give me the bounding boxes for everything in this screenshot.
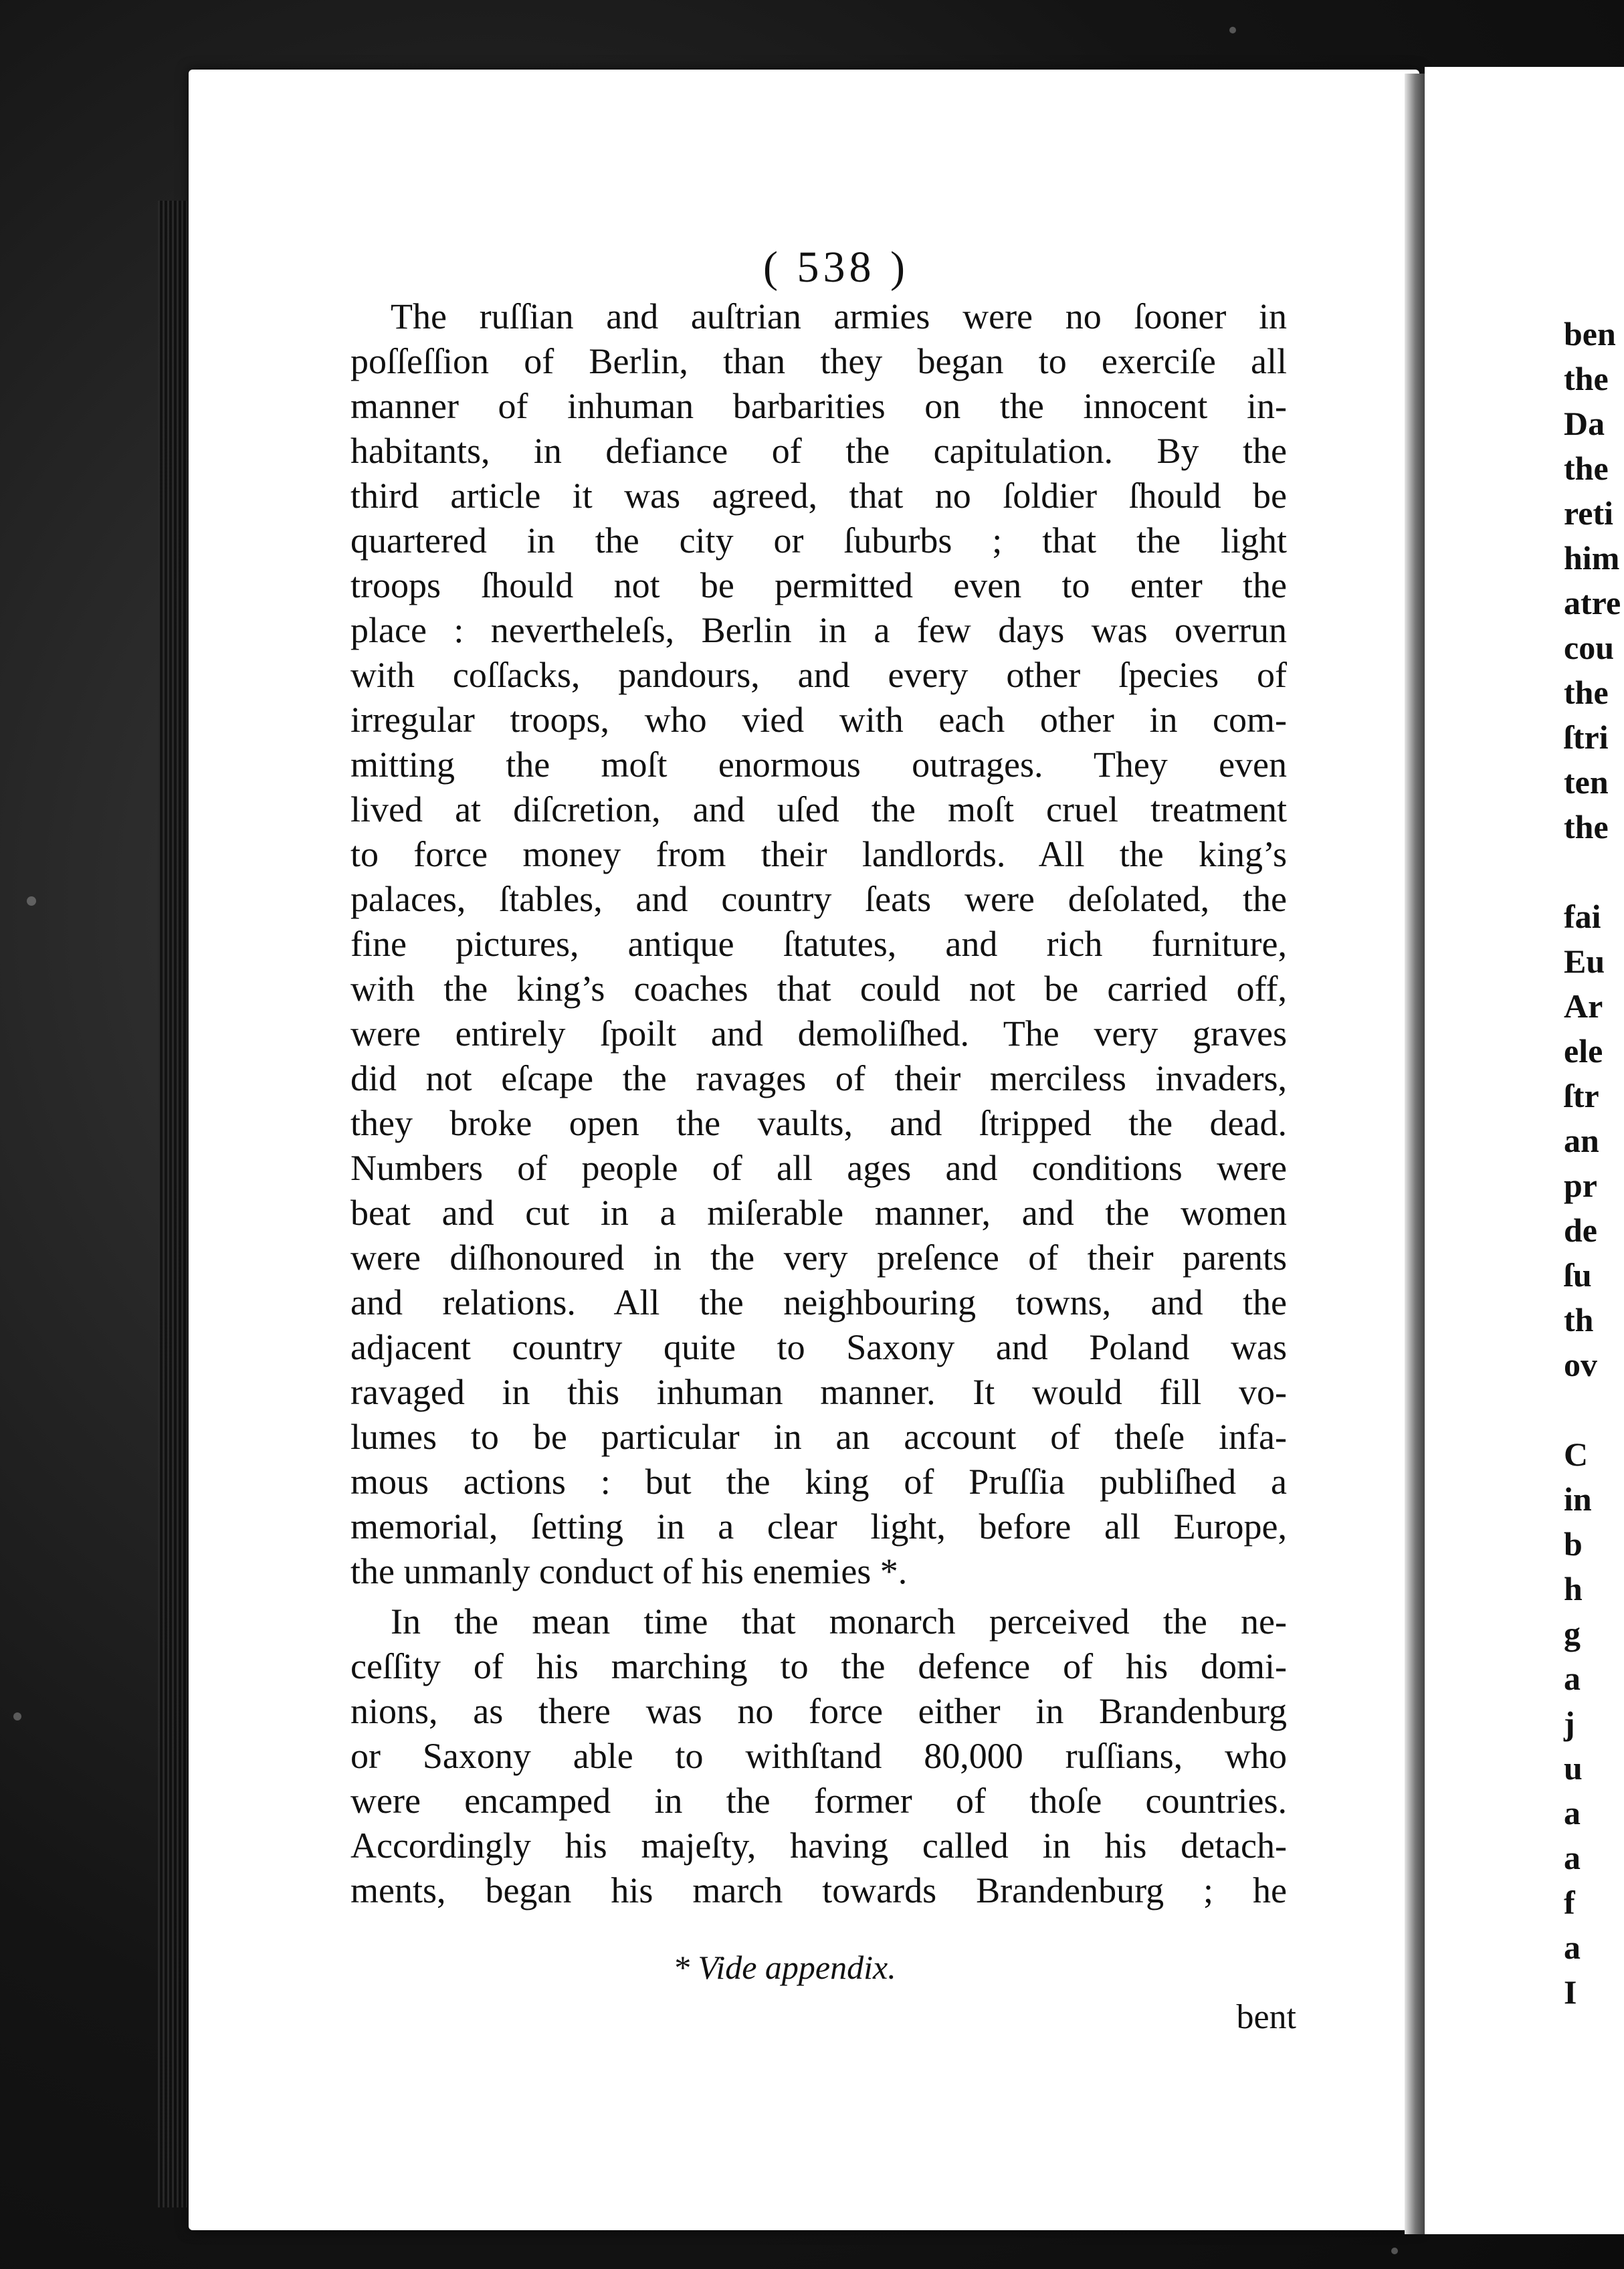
text-line: did not eſcape the ravages of their merciless invaders,	[350, 1058, 1287, 1098]
facing-line-fragment: ſtri	[1564, 718, 1609, 756]
text-line: manner of inhuman barbarities on the innocent in-	[350, 386, 1287, 426]
text-line: adjacent country quite to Saxony and Poland was	[350, 1327, 1287, 1367]
facing-line-fragment	[1564, 1387, 1624, 1432]
facing-line-fragment: ele	[1564, 1032, 1603, 1070]
facing-line-fragment: de	[1564, 1211, 1597, 1249]
text-line: habitants, in defiance of the capitulation. By the	[350, 431, 1287, 471]
page-number-header: ( 538 )	[763, 243, 909, 292]
facing-line-fragment: reti	[1564, 494, 1614, 532]
dust-speck	[1391, 2248, 1398, 2254]
facing-line-fragment: cou	[1564, 629, 1614, 666]
text-line: to force money from their landlords. All the king’s	[350, 834, 1287, 874]
text-line: Accordingly his majeſty, having called in his detach-	[350, 1826, 1287, 1866]
facing-line-fragment: ſtr	[1564, 1077, 1599, 1114]
text-line: troops ſhould not be permitted even to enter the	[350, 565, 1287, 605]
facing-line-fragment: Eu	[1564, 943, 1605, 980]
facing-line-fragment: fai	[1564, 898, 1601, 935]
facing-line-fragment: pr	[1564, 1167, 1597, 1204]
text-line: were entirely ſpoilt and demoliſhed. The very graves	[350, 1013, 1287, 1054]
text-line: lived at diſcretion, and uſed the moſt cruel treatment	[350, 789, 1287, 829]
facing-line-fragment: atre	[1564, 584, 1621, 621]
text-line: palaces, ſtables, and country ſeats were deſolated, the	[350, 879, 1287, 919]
facing-line-fragment: Ar	[1564, 987, 1603, 1025]
text-line: lumes to be particular in an account of theſe infa-	[350, 1417, 1287, 1457]
text-line: with coſſacks, pandours, and every other ſpecies of	[350, 655, 1287, 695]
facing-line-fragment: the	[1564, 674, 1609, 711]
facing-line-fragment: Da	[1564, 405, 1605, 442]
text-line: quartered in the city or ſuburbs ; that the light	[350, 520, 1287, 561]
dust-speck	[27, 896, 36, 906]
dust-speck	[13, 1712, 21, 1720]
facing-line-fragment: h	[1564, 1570, 1583, 1607]
facing-line-fragment: a	[1564, 1660, 1581, 1697]
facing-line-fragment	[1564, 850, 1624, 894]
catchword: bent	[1236, 1998, 1296, 2036]
text-line: were encamped in the former of thoſe countries.	[350, 1781, 1287, 1821]
text-line: beat and cut in a miſerable manner, and the women	[350, 1193, 1287, 1233]
facing-line-fragment: g	[1564, 1615, 1581, 1652]
facing-line-fragment: in	[1564, 1480, 1592, 1518]
text-line: Numbers of people of all ages and conditions were	[350, 1148, 1287, 1188]
page-edge-stack	[158, 201, 187, 2207]
text-line: irregular troops, who vied with each other in com-	[350, 700, 1287, 740]
text-line: mitting the moſt enormous outrages. They even	[350, 745, 1287, 785]
text-line: The ruſſian and auſtrian armies were no ſooner in	[391, 296, 1287, 336]
facing-line-fragment: b	[1564, 1525, 1583, 1563]
text-line: they broke open the vaults, and ſtripped the dead.	[350, 1103, 1287, 1143]
facing-line-fragment: the	[1564, 360, 1609, 397]
facing-line-fragment: ben	[1564, 315, 1616, 353]
facing-line-fragment: u	[1564, 1749, 1583, 1787]
facing-line-fragment: j	[1564, 1704, 1575, 1742]
facing-line-fragment: the	[1564, 450, 1609, 487]
facing-line-fragment: I	[1564, 1973, 1577, 2011]
text-line: mous actions : but the king of Pruſſia publiſhed a	[350, 1462, 1287, 1502]
text-line: place : nevertheleſs, Berlin in a few days was overrun	[350, 610, 1287, 650]
text-line: and relations. All the neighbouring towns, and the	[350, 1282, 1287, 1322]
text-line: ravaged in this inhuman manner. It would fill vo-	[350, 1372, 1287, 1412]
facing-line-fragment: th	[1564, 1301, 1594, 1339]
facing-line-fragment: an	[1564, 1122, 1599, 1159]
text-line: nions, as there was no force either in Brandenburg	[350, 1691, 1287, 1731]
text-line: the unmanly conduct of his enemies *.	[350, 1551, 908, 1591]
facing-line-fragment: the	[1564, 808, 1609, 846]
facing-line-fragment: ſu	[1564, 1256, 1592, 1294]
text-line: poſſeſſion of Berlin, than they began to exerciſe all	[350, 341, 1287, 381]
text-line: fine pictures, antique ſtatutes, and rich furniture,	[350, 924, 1287, 964]
text-line: or Saxony able to withſtand 80,000 ruſſians, who	[350, 1736, 1287, 1776]
facing-line-fragment: a	[1564, 1839, 1581, 1876]
text-line: In the mean time that monarch perceived the ne-	[391, 1601, 1287, 1642]
footnote: * Vide appendix.	[673, 1949, 896, 1986]
facing-line-fragment: him	[1564, 539, 1620, 577]
text-line: memorial, ſetting in a clear light, before all Europe,	[350, 1506, 1287, 1547]
facing-line-fragment: f	[1564, 1884, 1575, 1921]
body-text	[350, 294, 1287, 1913]
facing-line-fragment: ten	[1564, 763, 1609, 801]
dust-speck	[1229, 27, 1236, 33]
text-line: with the king’s coaches that could not be carried off,	[350, 969, 1287, 1009]
facing-line-fragment: C	[1564, 1436, 1589, 1473]
facing-line-fragment: a	[1564, 1794, 1581, 1832]
facing-line-fragment: a	[1564, 1929, 1581, 1966]
text-line: third article it was agreed, that no ſoldier ſhould be	[350, 476, 1287, 516]
text-line: ceſſity of his marching to the defence of his domi-	[350, 1646, 1287, 1686]
text-line: ments, began his march towards Brandenburg ; he	[350, 1870, 1287, 1910]
facing-line-fragment: ov	[1564, 1346, 1597, 1383]
text-line: were diſhonoured in the very preſence of their parents	[350, 1238, 1287, 1278]
facing-page-text	[1564, 312, 1624, 2015]
paragraph-break	[350, 1594, 1287, 1599]
